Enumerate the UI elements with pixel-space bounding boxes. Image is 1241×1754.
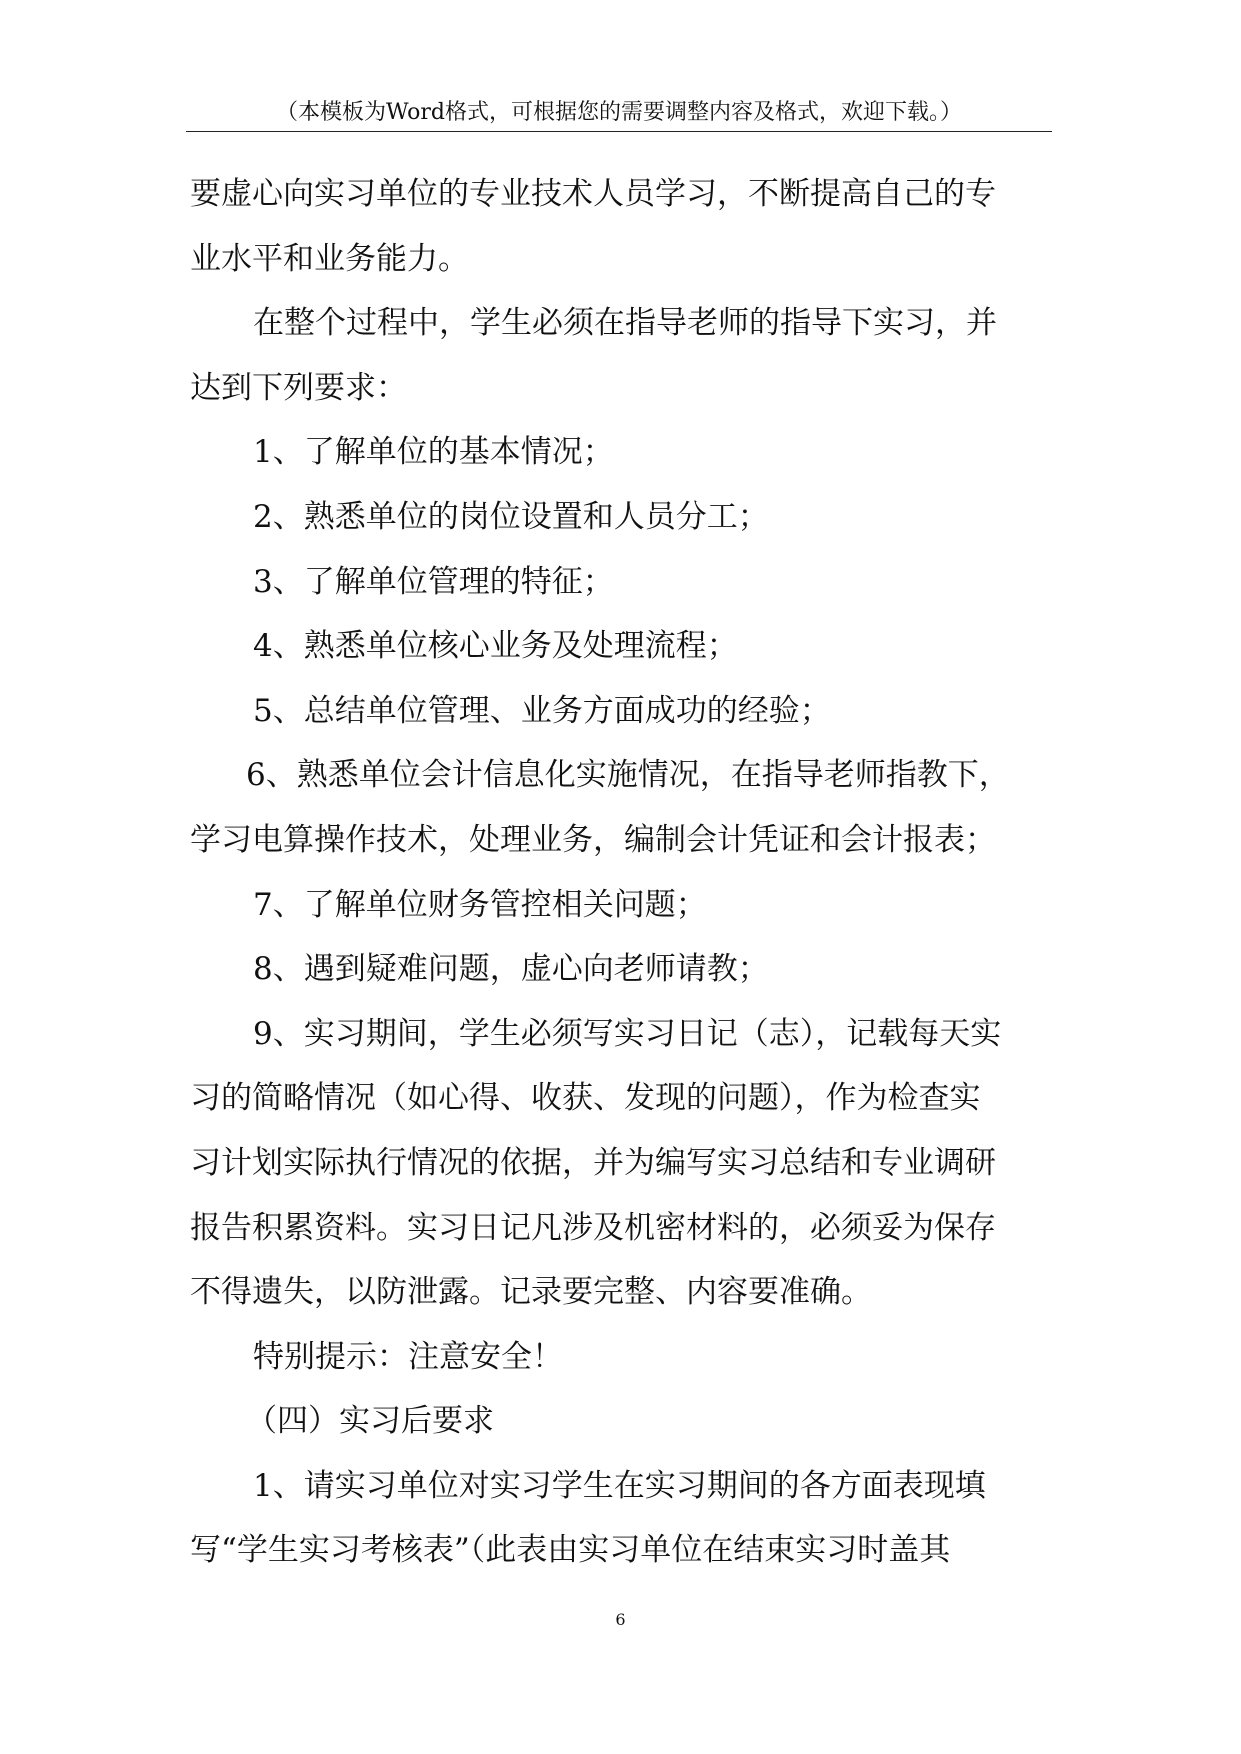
list-item: 4、熟悉单位核心业务及处理流程； bbox=[253, 628, 738, 665]
header-note: （本模板为Word格式，可根据您的需要调整内容及格式，欢迎下载。） bbox=[276, 100, 962, 125]
text-line: 习计划实际执行情况的依据，并为编写实习总结和专业调研 bbox=[190, 1144, 996, 1181]
text-line: 不得遗失，以防泄露。记录要完整、内容要准确。 bbox=[190, 1274, 872, 1311]
list-item: 2、熟悉单位的岗位设置和人员分工； bbox=[253, 498, 769, 535]
text-line: 学习电算操作技术，处理业务，编制会计凭证和会计报表； bbox=[190, 821, 996, 858]
list-item: 1、了解单位的基本情况； bbox=[253, 434, 614, 471]
note-line: 特别提示：注意安全！ bbox=[253, 1338, 563, 1375]
list-item: 8、遇到疑难问题，虚心向老师请教； bbox=[253, 951, 769, 988]
text-line: 业水平和业务能力。 bbox=[190, 240, 469, 277]
list-item: 9、实习期间，学生必须写实习日记（志），记载每天实 bbox=[253, 1015, 1002, 1052]
text-line: 达到下列要求： bbox=[190, 369, 407, 406]
list-item: 7、了解单位财务管控相关问题； bbox=[253, 886, 707, 923]
text-line: 写“学生实习考核表”（此表由实习单位在结束实习时盖其 bbox=[190, 1532, 951, 1569]
list-item: 5、总结单位管理、业务方面成功的经验； bbox=[253, 692, 831, 729]
section-heading: （四）实习后要求 bbox=[246, 1403, 494, 1440]
list-item: 1、请实习单位对实习学生在实习期间的各方面表现填 bbox=[253, 1467, 986, 1504]
text-line: 要虚心向实习单位的专业技术人员学习，不断提高自己的专 bbox=[190, 176, 996, 212]
header-rule bbox=[186, 131, 1052, 132]
page-number: 6 bbox=[615, 1610, 626, 1629]
list-item: 6、熟悉单位会计信息化实施情况，在指导老师指教下， bbox=[246, 757, 1010, 794]
text-line: 习的简略情况（如心得、收获、发现的问题），作为检查实 bbox=[190, 1080, 981, 1117]
document-body bbox=[190, 162, 1060, 1583]
list-item: 3、了解单位管理的特征； bbox=[253, 563, 614, 600]
text-line: 报告积累资料。实习日记凡涉及机密材料的，必须妥为保存 bbox=[190, 1209, 996, 1246]
text-line: 在整个过程中，学生必须在指导老师的指导下实习，并 bbox=[253, 305, 997, 342]
